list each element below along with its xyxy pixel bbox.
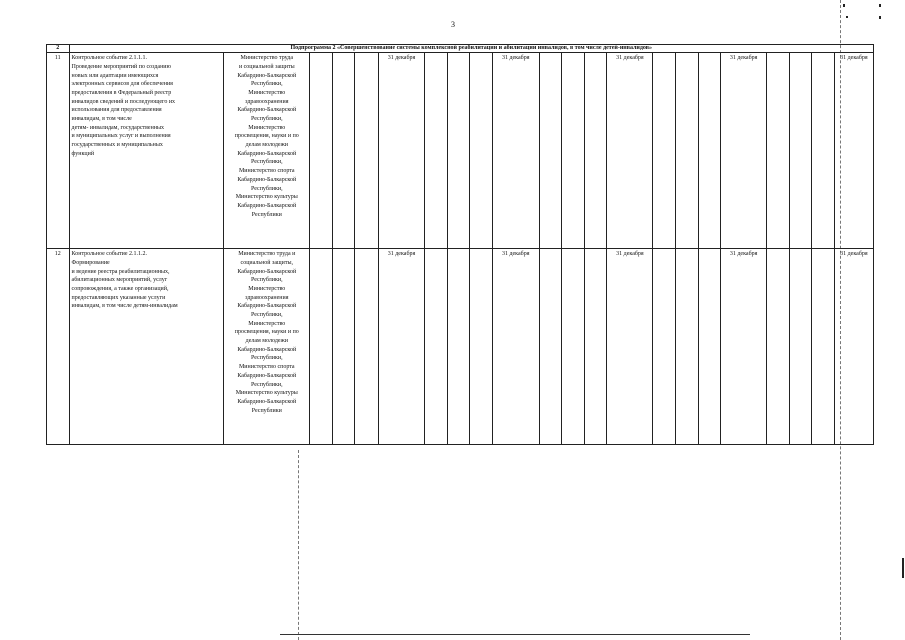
- deadline-cell: 31 декабря: [378, 249, 424, 445]
- empty-cell: [653, 53, 676, 249]
- empty-cell: [789, 53, 812, 249]
- row-number: 11: [47, 53, 70, 249]
- scan-dot: [879, 16, 881, 19]
- empty-cell: [332, 53, 355, 249]
- empty-cell: [425, 249, 448, 445]
- empty-cell: [447, 53, 470, 249]
- empty-cell: [425, 53, 448, 249]
- executor-list: Министерство труда и социальной защиты, Кабардино-Балкарской Республики, Министерство здравоохранения Кабардино-Балкарской Республики, Министерство просвещения, науки и по делам молодежи Кабардино-Балкарской Республики, Министерство спорта Кабардино-Балкарской Республики, Министерство культуры Кабардино-Балкарской Республики: [224, 249, 310, 445]
- empty-cell: [310, 53, 333, 249]
- scan-dot: [843, 4, 845, 7]
- table-row: [47, 249, 874, 445]
- deadline-cell: 31 декабря: [492, 249, 539, 445]
- table-row: [47, 53, 874, 249]
- deadline-cell: 31 декабря: [721, 53, 767, 249]
- empty-cell: [355, 249, 379, 445]
- empty-cell: [332, 249, 355, 445]
- empty-cell: [584, 249, 607, 445]
- empty-cell: [653, 249, 676, 445]
- empty-cell: [310, 249, 333, 445]
- empty-cell: [812, 249, 835, 445]
- scan-dot: [879, 4, 881, 7]
- executor-list: Министерство труда и социальной защиты Кабардино-Балкарской Республики, Министерство здравоохранения Кабардино-Балкарской Республики, Министерство просвещения, науки и по делам молодежи Кабардино-Балкарской Республики, Министерство спорта Кабардино-Балкарской Республики, Министерство культуры Кабардино-Балкарской Республики: [224, 53, 310, 249]
- empty-cell: [676, 249, 699, 445]
- empty-cell: [470, 249, 493, 445]
- empty-cell: [767, 53, 790, 249]
- scan-dot: [846, 16, 848, 18]
- empty-cell: [562, 249, 585, 445]
- deadline-cell: 31 декабря: [378, 53, 424, 249]
- bottom-rule: [280, 634, 750, 635]
- empty-cell: [698, 53, 721, 249]
- empty-cell: [812, 53, 835, 249]
- deadline-cell: 31 декабря: [834, 53, 873, 249]
- subprogram-table: [46, 44, 874, 445]
- scan-bar: [902, 558, 904, 578]
- deadline-cell: 31 декабря: [607, 249, 653, 445]
- subprogram-title: Подпрограмма 2 «Совершенствование системы комплексной реабилитации и абилитации инвалидов, в том числе детей-инвалидов»: [69, 45, 873, 53]
- empty-cell: [355, 53, 379, 249]
- empty-cell: [539, 53, 562, 249]
- empty-cell: [447, 249, 470, 445]
- deadline-cell: 31 декабря: [721, 249, 767, 445]
- control-event: Контрольное событие 2.1.1.1. Проведение мероприятий по созданию новых или адаптации имеющихся электронных сервисов для обеспечения предоставления в Федеральный реестр инвалидов сведений и последующего их использования для предоставления инвалидам, в том числе детям- инвалидам, государственных и муниципальных услуг и выполнения государственных и муниципальных функций: [69, 53, 224, 249]
- empty-cell: [767, 249, 790, 445]
- control-event: Контрольное событие 2.1.1.2. Формирование и ведение реестра реабилитационных, абилитационных мероприятий, услуг сопровождения, а также организаций, предоставляющих указанные услуги инвалидам, в том числе детям-инвалидам: [69, 249, 224, 445]
- empty-cell: [562, 53, 585, 249]
- empty-cell: [584, 53, 607, 249]
- deadline-cell: 31 декабря: [834, 249, 873, 445]
- deadline-cell: 31 декабря: [607, 53, 653, 249]
- subprogram-header-row: [47, 45, 874, 53]
- empty-cell: [470, 53, 493, 249]
- deadline-cell: 31 декабря: [492, 53, 539, 249]
- page-number: 3: [451, 20, 455, 29]
- empty-cell: [698, 249, 721, 445]
- empty-cell: [676, 53, 699, 249]
- header-num: 2: [47, 45, 70, 53]
- fold-line: [298, 450, 299, 640]
- row-number: 12: [47, 249, 70, 445]
- empty-cell: [539, 249, 562, 445]
- empty-cell: [789, 249, 812, 445]
